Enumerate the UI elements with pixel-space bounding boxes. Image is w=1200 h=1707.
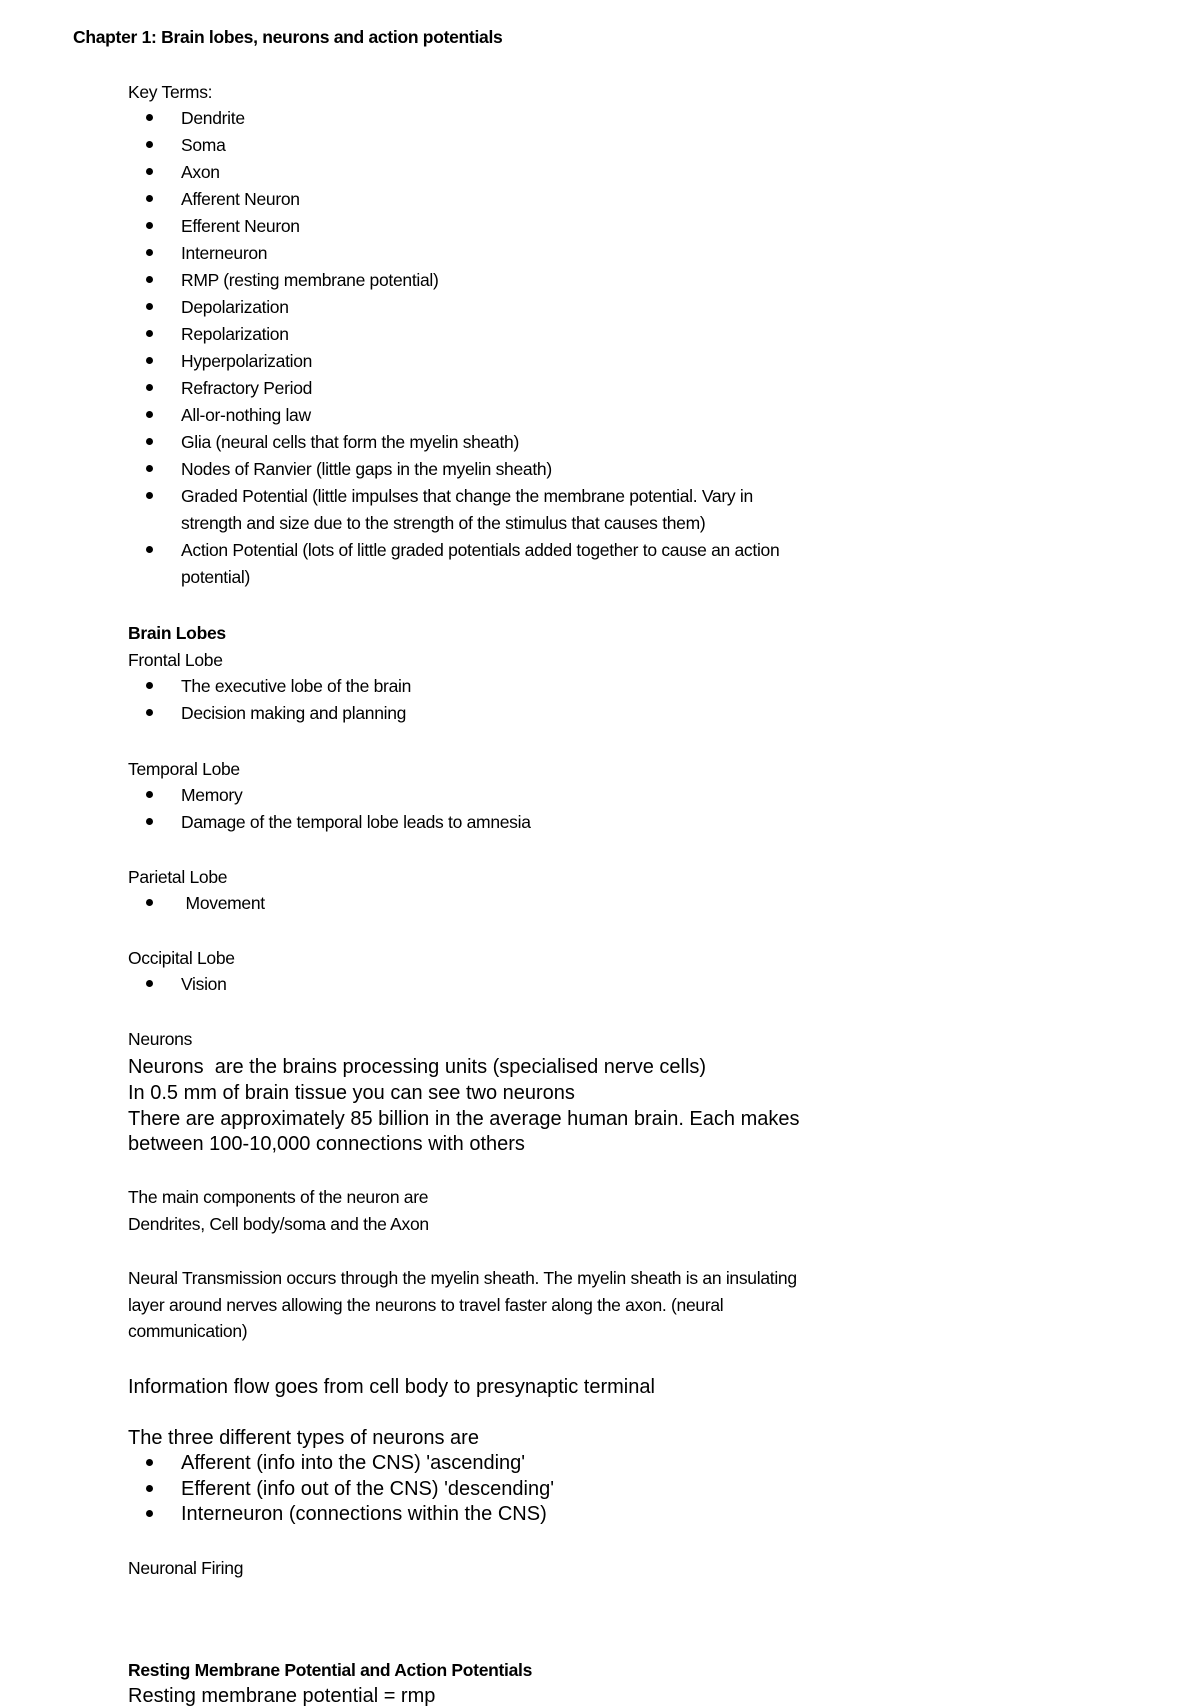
info-flow-text: Information flow goes from cell body to presynaptic terminal <box>128 1376 655 1398</box>
bullet-icon <box>146 465 153 472</box>
list-item: Efferent Neuron <box>181 216 300 236</box>
bullet-icon <box>146 357 153 364</box>
neurons-line: There are approximately 85 billion in the average human brain. Each makes <box>128 1108 800 1130</box>
list-item: Dendrite <box>181 108 245 128</box>
bullet-icon <box>146 330 153 337</box>
list-item: Refractory Period <box>181 378 313 398</box>
list-item: Vision <box>181 974 227 994</box>
bullet-icon <box>146 791 153 798</box>
bullet-icon <box>146 818 153 825</box>
transmission-line: Neural Transmission occurs through the myelin sheath. The myelin sheath is an insulating <box>128 1268 797 1288</box>
list-item: RMP (resting membrane potential) <box>181 270 439 290</box>
transmission-line: layer around nerves allowing the neurons to travel faster along the axon. (neural <box>128 1295 724 1315</box>
parietal-lobe-heading: Parietal Lobe <box>128 867 228 887</box>
list-item: Graded Potential (little impulses that change the membrane potential. Vary in <box>181 486 753 506</box>
bullet-icon <box>146 980 153 987</box>
list-item: All-or-nothing law <box>181 405 311 425</box>
frontal-lobe-heading: Frontal Lobe <box>128 650 223 670</box>
rmp-heading: Resting Membrane Potential and Action Potentials <box>128 1660 533 1680</box>
bullet-icon <box>146 276 153 283</box>
list-item: The executive lobe of the brain <box>181 676 412 696</box>
neuronal-firing-heading: Neuronal Firing <box>128 1558 244 1578</box>
list-item: Efferent (info out of the CNS) 'descending' <box>181 1478 555 1500</box>
list-item: Axon <box>181 162 220 182</box>
list-item: Action Potential (lots of little graded potentials added together to cause an action <box>181 540 780 560</box>
key-terms-heading: Key Terms: <box>128 82 213 102</box>
list-item: Afferent (info into the CNS) 'ascending' <box>181 1452 526 1474</box>
components-list: Dendrites, Cell body/soma and the Axon <box>128 1214 429 1234</box>
bullet-icon <box>146 168 153 175</box>
chapter-title: Chapter 1: Brain lobes, neurons and action potentials <box>73 27 503 47</box>
list-item: Afferent Neuron <box>181 189 300 209</box>
list-item: Glia (neural cells that form the myelin sheath) <box>181 432 519 452</box>
list-item: Nodes of Ranvier (little gaps in the myelin sheath) <box>181 459 552 479</box>
neurons-line: In 0.5 mm of brain tissue you can see two neurons <box>128 1082 575 1104</box>
bullet-icon <box>146 114 153 121</box>
neurons-heading: Neurons <box>128 1029 193 1049</box>
bullet-icon <box>146 1510 153 1517</box>
list-item: Decision making and planning <box>181 703 407 723</box>
neurons-line: Neurons are the brains processing units (specialised nerve cells) <box>128 1056 707 1078</box>
list-item: Soma <box>181 135 226 155</box>
list-item-continuation: strength and size due to the strength of the stimulus that causes them) <box>181 513 706 533</box>
bullet-icon <box>146 195 153 202</box>
list-item: Interneuron <box>181 243 268 263</box>
bullet-icon <box>146 492 153 499</box>
bullet-icon <box>146 249 153 256</box>
bullet-icon <box>146 546 153 553</box>
bullet-icon <box>146 438 153 445</box>
list-item: Depolarization <box>181 297 289 317</box>
bullet-icon <box>146 384 153 391</box>
occipital-lobe-heading: Occipital Lobe <box>128 948 235 968</box>
list-item: Movement <box>181 893 265 913</box>
brain-lobes-heading: Brain Lobes <box>128 623 226 643</box>
bullet-icon <box>146 1459 153 1466</box>
transmission-line: communication) <box>128 1321 248 1341</box>
list-item: Repolarization <box>181 324 289 344</box>
components-intro: The main components of the neuron are <box>128 1187 429 1207</box>
list-item: Memory <box>181 785 243 805</box>
list-item: Hyperpolarization <box>181 351 313 371</box>
bullet-icon <box>146 411 153 418</box>
neuron-types-intro: The three different types of neurons are <box>128 1427 479 1449</box>
rmp-first-line: Resting membrane potential = rmp <box>128 1685 436 1707</box>
list-item: Damage of the temporal lobe leads to amnesia <box>181 812 531 832</box>
bullet-icon <box>146 141 153 148</box>
list-item: Interneuron (connections within the CNS) <box>181 1503 547 1525</box>
bullet-icon <box>146 899 153 906</box>
neurons-line: between 100-10,000 connections with others <box>128 1133 525 1155</box>
bullet-icon <box>146 303 153 310</box>
temporal-lobe-heading: Temporal Lobe <box>128 759 240 779</box>
list-item-continuation: potential) <box>181 567 250 587</box>
bullet-icon <box>146 709 153 716</box>
bullet-icon <box>146 1485 153 1492</box>
bullet-icon <box>146 682 153 689</box>
bullet-icon <box>146 222 153 229</box>
